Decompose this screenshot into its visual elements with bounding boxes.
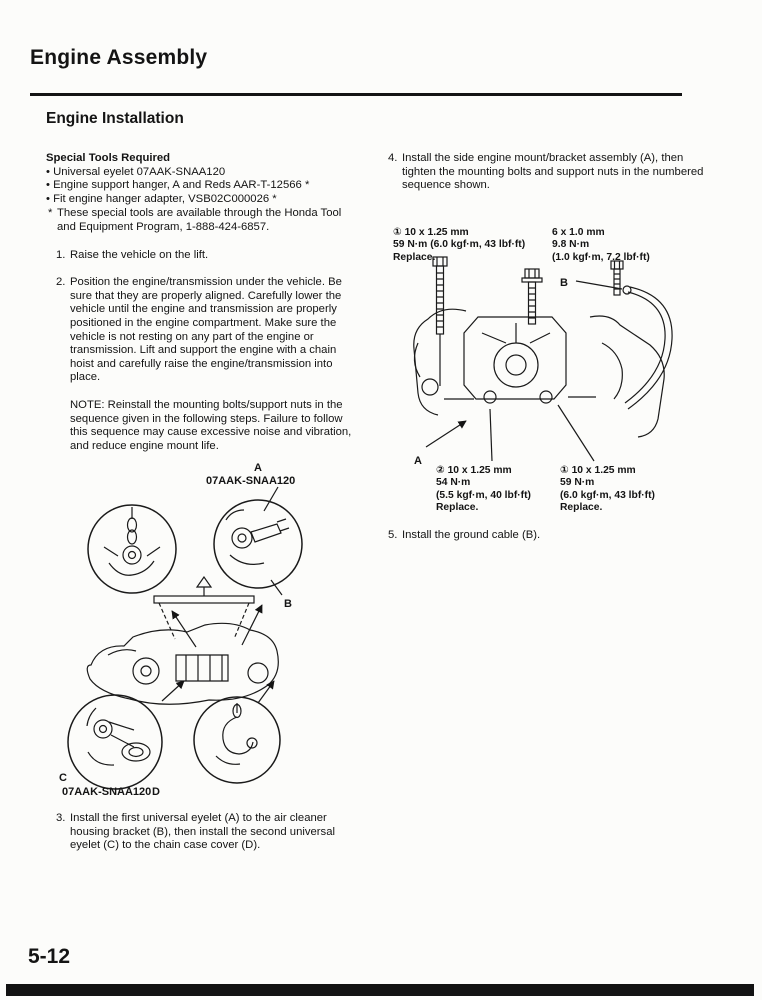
figure2-label-a: A: [414, 454, 422, 467]
figure1-part-c: 07AAK-SNAA120: [62, 786, 152, 799]
detail-circle-eyelet-a: [214, 500, 302, 588]
mount-bracket-art: [440, 317, 596, 403]
figure1-label-a: A: [254, 462, 262, 475]
engine-mount-figure: [378, 227, 716, 519]
torque-callout-bottom-right: [560, 465, 655, 515]
footer-bar: [6, 984, 754, 996]
callout-line: ① 10 x 1.25 mm: [393, 226, 469, 238]
callout-line: 59 N·m: [560, 477, 595, 489]
detail-circle-hook-d: [194, 697, 280, 783]
callout-line: (6.0 kgf·m, 43 lbf·ft): [560, 489, 655, 501]
bolt-long-icon: [433, 257, 447, 334]
figure1-label-c: C: [59, 772, 67, 785]
figure1-line-art: [68, 487, 302, 789]
detail-circle-hanger: [88, 505, 176, 593]
callout-line: 59 N·m (6.0 kgf·m, 43 lbf·ft): [393, 239, 526, 251]
step-number: 2.: [56, 276, 66, 289]
note-paragraph: NOTE: Reinstall the mounting bolts/support nuts in the sequence given in the following steps. Failure to follow this sequence may cause excessive noise and vibration, and reduce engine mount life.: [70, 398, 352, 452]
special-tool-item: • Fit engine hanger adapter, VSB02C000026 *: [46, 192, 277, 205]
figure1-label-d: D: [152, 786, 160, 799]
callout-line: Replace.: [393, 251, 436, 263]
special-tool-item: • Engine support hanger, A and Reds AAR-T-12566 *: [46, 179, 310, 192]
special-tools-heading: Special Tools Required: [46, 152, 171, 164]
chapter-title: Engine Assembly: [30, 46, 208, 69]
special-tool-item: • Universal eyelet 07AAK-SNAA120: [46, 165, 226, 178]
footnote-marker: *: [48, 207, 53, 220]
step-number: 3.: [56, 812, 66, 825]
special-tools-block: [46, 152, 361, 235]
left-column: [46, 152, 361, 853]
footnote-text: These special tools are available through the Honda Tool and Equipment Program, 1-888-424-6857.: [57, 207, 342, 233]
bolt-small-icon: [611, 261, 623, 295]
header-rule: [30, 93, 682, 96]
callout-line: (5.5 kgf·m, 40 lbf·ft): [436, 489, 531, 501]
frame-rail-art: [590, 316, 664, 437]
figure1-arrows: [162, 605, 274, 703]
right-column: [378, 152, 716, 542]
step-text: Install the first universal eyelet (A) to the air cleaner housing bracket (B), then install the second universal eyelet (C) to the chain case cover (D).: [70, 812, 335, 852]
main-hoist-art: [87, 577, 278, 704]
step-text: Position the engine/transmission under the vehicle. Be sure that they are properly aligned. Carefully lower the vehicle until the engine and transmission are properly positioned in the engine compartment. Make sure the vehicle is not resting on any part of the engine or transmission. Lift and support the engine with a chain hoist and carefully raise the engine/transmission into place.: [70, 276, 342, 384]
callout-line: 54 N·m: [436, 477, 471, 489]
engine-hoist-figure: [46, 459, 361, 804]
step-3: [56, 812, 361, 853]
step-text: Install the side engine mount/bracket assembly (A), then tighten the mounting bolts and support nuts in the numbered sequence shown.: [402, 152, 704, 192]
callout-line: ② 10 x 1.25 mm: [436, 464, 512, 476]
callout-line: ① 10 x 1.25 mm: [560, 464, 636, 476]
figure2-leaders: [426, 405, 594, 461]
step-1: [56, 249, 361, 263]
callout-line: 9.8 N·m: [552, 239, 590, 251]
ground-cable-art: [576, 281, 672, 409]
step-number: 4.: [388, 152, 398, 164]
figure2-label-b: B: [560, 276, 568, 289]
step-5: [388, 529, 716, 543]
step-text: Install the ground cable (B).: [402, 528, 541, 541]
step-number: 1.: [56, 248, 66, 261]
step-4: [388, 152, 716, 193]
special-tools-footnote: [48, 207, 361, 234]
callout-line: 6 x 1.0 mm: [552, 226, 605, 238]
detail-circle-eyelet-c: [68, 695, 162, 789]
section-title: Engine Installation: [46, 110, 184, 127]
page-number: 5-12: [28, 945, 71, 968]
bolt-flange-icon: [522, 269, 542, 324]
figure1-part-a: 07AAK-SNAA120: [206, 475, 296, 488]
torque-callout-bottom-left: [436, 465, 531, 515]
step-text: Raise the vehicle on the lift.: [70, 248, 209, 261]
figure1-label-b: B: [284, 598, 292, 611]
callout-line: Replace.: [560, 502, 603, 513]
callout-line: Replace.: [436, 502, 479, 513]
step-number: 5.: [388, 528, 398, 541]
callout-line: (1.0 kgf·m, 7.2 lbf·ft): [552, 251, 650, 263]
engine-mount-art: [378, 255, 713, 467]
step-2: [56, 276, 361, 385]
